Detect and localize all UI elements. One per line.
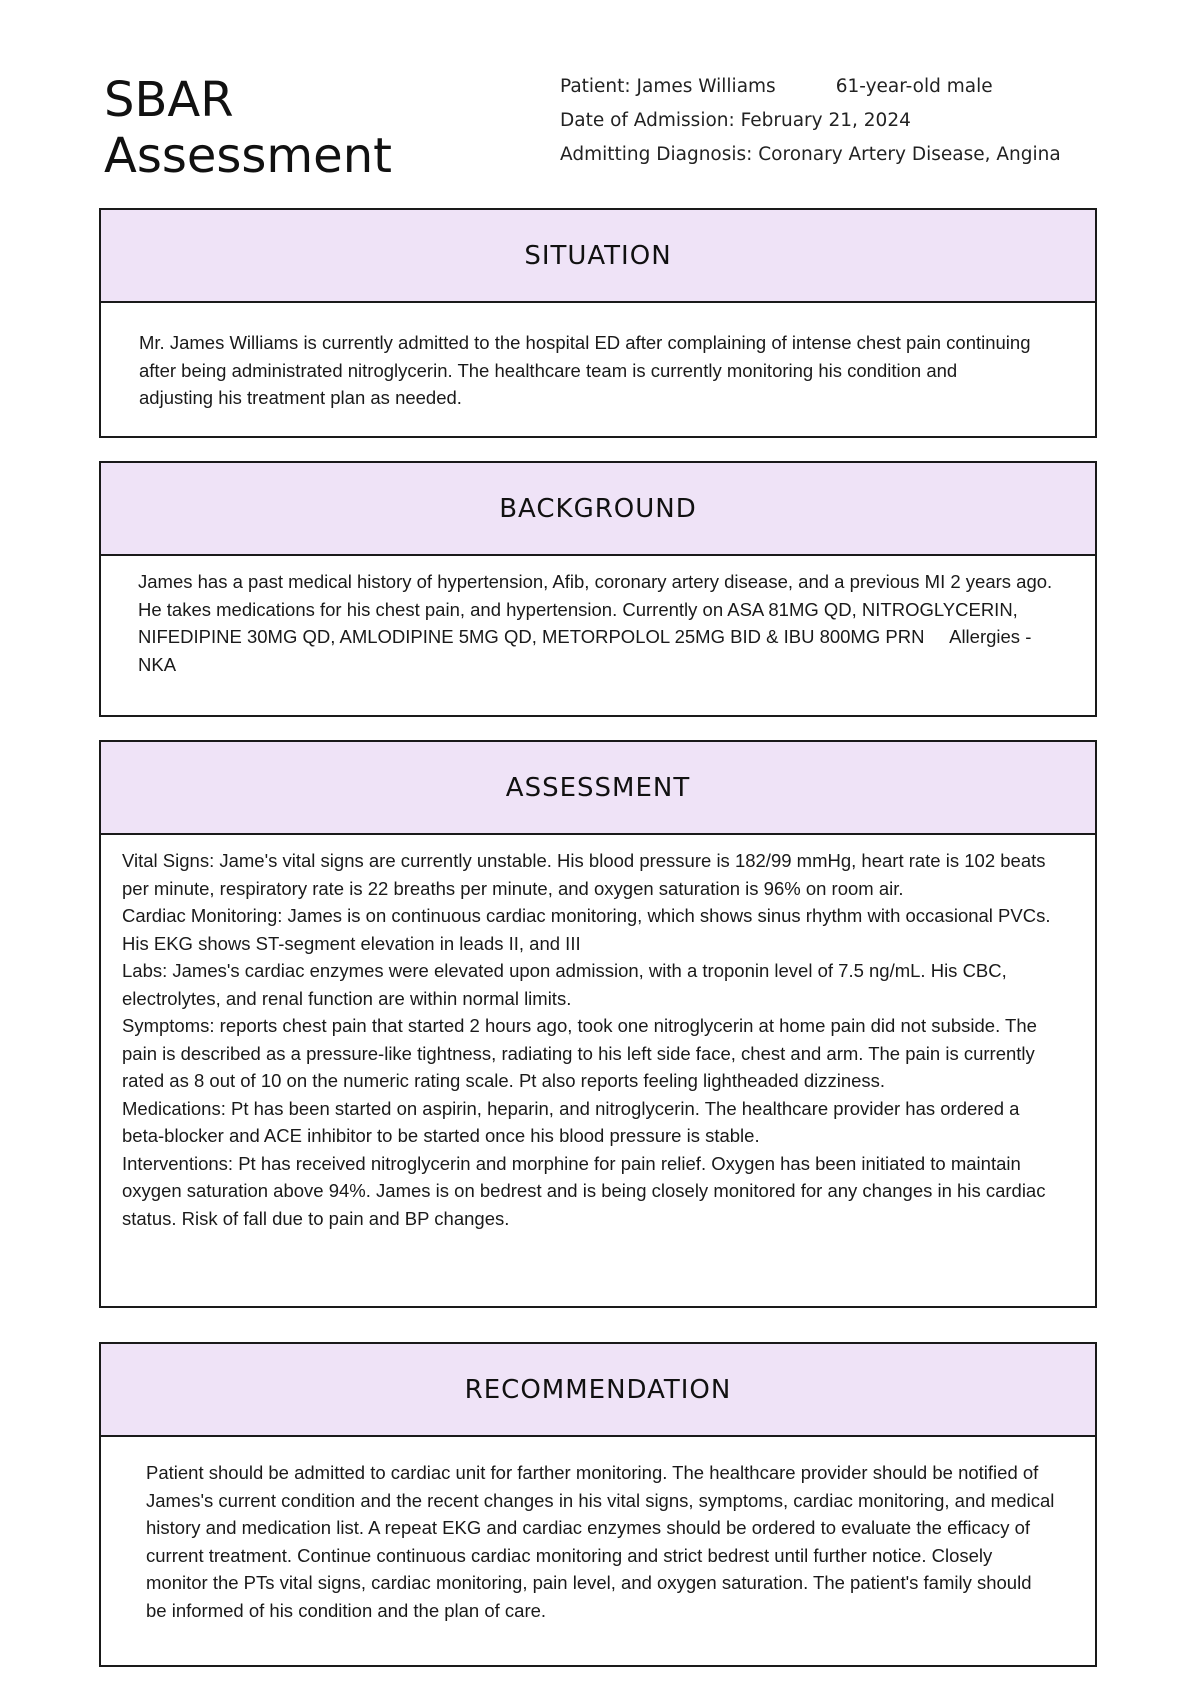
patient-name: Patient: James Williams bbox=[560, 76, 776, 97]
admitting-diagnosis: Admitting Diagnosis: Coronary Artery Disease, Angina bbox=[560, 144, 1061, 165]
background-section bbox=[99, 461, 1097, 717]
assessment-heading: ASSESSMENT bbox=[101, 742, 1095, 835]
situation-heading: SITUATION bbox=[101, 210, 1095, 303]
recommendation-heading: RECOMMENDATION bbox=[101, 1344, 1095, 1437]
background-heading: BACKGROUND bbox=[101, 463, 1095, 556]
background-body bbox=[101, 556, 1095, 678]
patient-row bbox=[560, 70, 1061, 104]
title-line-2: Assessment bbox=[104, 128, 392, 184]
admission-date: Date of Admission: February 21, 2024 bbox=[560, 110, 911, 131]
labs-text: Labs: James's cardiac enzymes were elevated upon admission, with a troponin level of 7.5 ng/mL. His CBC, electrolytes, and renal function are within normal limits. bbox=[122, 960, 1007, 1009]
situation-body bbox=[101, 303, 1095, 412]
recommendation-section bbox=[99, 1342, 1097, 1667]
title-line-1: SBAR bbox=[104, 72, 234, 128]
situation-section bbox=[99, 208, 1097, 438]
patient-info bbox=[560, 70, 1061, 172]
medications-text: Medications: Pt has been started on aspirin, heparin, and nitroglycerin. The healthcare provider has ordered a beta-blocker and ACE inhibitor to be started once his blood pressure is stable. bbox=[122, 1097, 1020, 1146]
document-title bbox=[104, 72, 392, 184]
recommendation-text: Patient should be admitted to cardiac unit for farther monitoring. The healthcare provider should be notified of James's current condition and the recent changes in his vital signs, symptoms, cardiac monitoring, and medical history and medication list. A repeat EKG and cardiac enzymes should be ordered to evaluate the efficacy of current treatment. Continue continuous cardiac monitoring and strict bedrest until further notice. Closely monitor the PTs vital signs, cardiac monitoring, pain level, and oxygen saturation. The patient's family should be informed of his condition and the plan of care. bbox=[146, 1462, 1055, 1621]
situation-text: Mr. James Williams is currently admitted to the hospital ED after complaining of intense chest pain continuing after being administrated nitroglycerin. The healthcare team is currently monitoring his condition and adjusting his treatment plan as needed. bbox=[139, 332, 1031, 408]
assessment-section bbox=[99, 740, 1097, 1308]
recommendation-body bbox=[101, 1437, 1095, 1624]
cardiac-monitoring-text: Cardiac Monitoring: James is on continuous cardiac monitoring, which shows sinus rhythm with occasional PVCs. His EKG shows ST-segment elevation in leads II, and III bbox=[122, 905, 1051, 954]
assessment-body bbox=[101, 835, 1095, 1232]
symptoms-text: Symptoms: reports chest pain that started 2 hours ago, took one nitroglycerin at home pain did not subside. The pain is described as a pressure-like tightness, radiating to his left side face, chest and arm. The pain is currently rated as 8 out of 10 on the numeric rating scale. Pt also reports feeling lightheaded dizziness. bbox=[122, 1015, 1037, 1091]
patient-age-sex: 61-year-old male bbox=[835, 76, 993, 97]
interventions-text: Interventions: Pt has received nitroglycerin and morphine for pain relief. Oxygen has been initiated to maintain oxygen saturation above 94%. James is on bedrest and is being closely monitored for any changes in his cardiac status. Risk of fall due to pain and BP changes. bbox=[122, 1152, 1046, 1229]
vital-signs-text: Vital Signs: Jame's vital signs are currently unstable. His blood pressure is 182/99 mmHg, heart rate is 102 beats per minute, respiratory rate is 22 breaths per minute, and oxygen saturation is 96% on room air. bbox=[122, 850, 1046, 899]
background-text: James has a past medical history of hypertension, Afib, coronary artery disease, and a previous MI 2 years ago. He takes medications for his chest pain, and hypertension. Currently on ASA 81MG QD, NITROGLYCERIN, NIFEDIPINE 30MG QD, AMLODIPINE 5MG QD, METORPOLOL 25MG BID & IBU 800MG PRN Allergies - NKA bbox=[138, 571, 1058, 675]
